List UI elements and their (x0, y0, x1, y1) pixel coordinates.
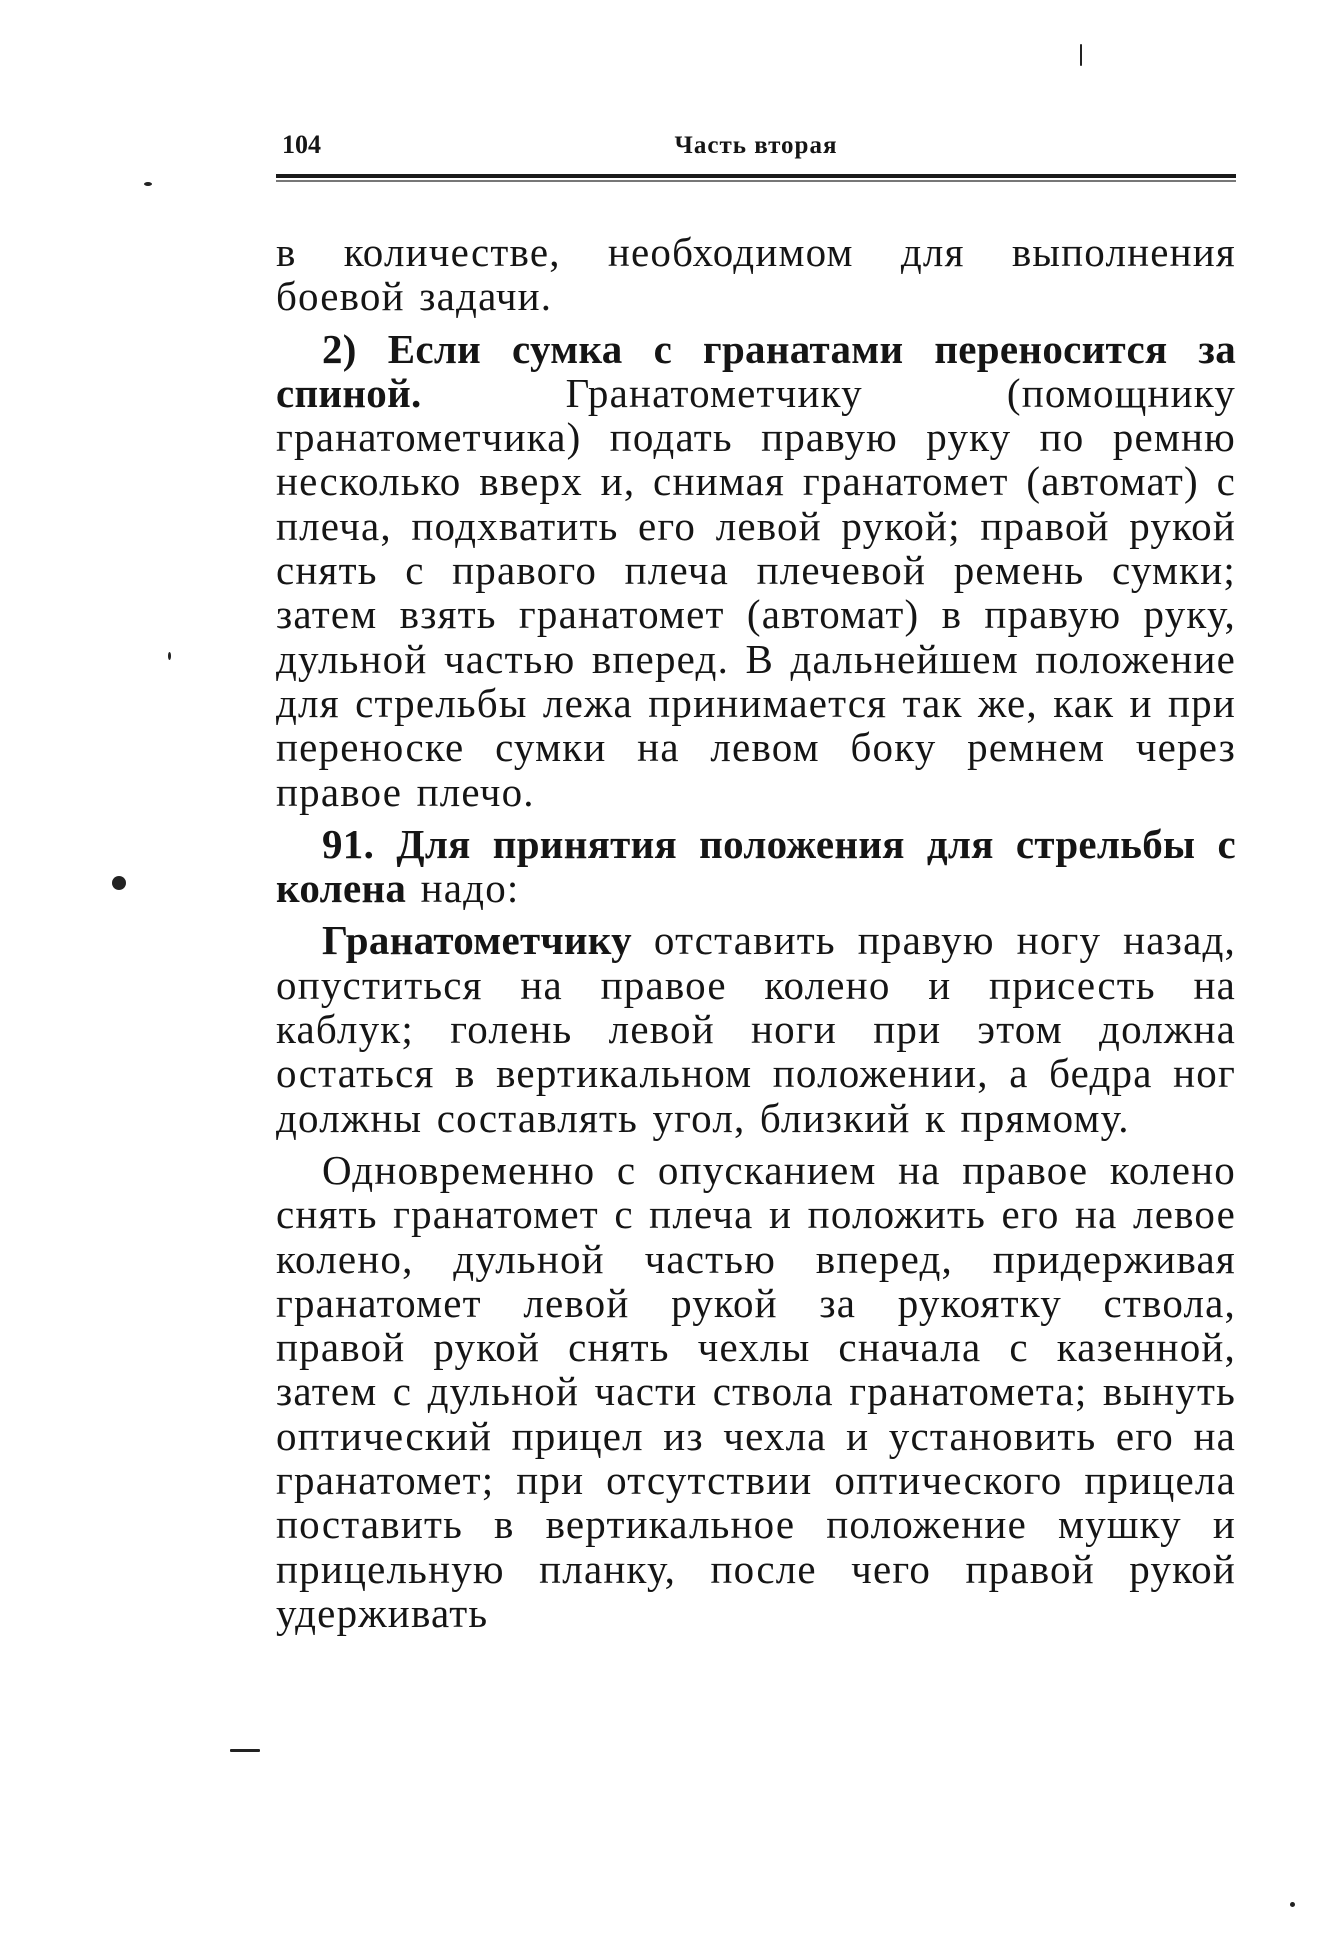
paragraph-heading: 2) Если сумка с гранатами переносится за спиной. (276, 325, 1236, 416)
book-page (276, 120, 1236, 1643)
paragraph-text: надо: (406, 865, 520, 912)
paragraph-text: в количестве, необходимом для выполнения боевой задачи. (276, 229, 1236, 320)
paragraph-text: отставить правую ногу назад, опуститься на правое колено и присесть на каблук; голень левой ноги при этом должна остаться в вертикальном положении, а бедра ног должны составлять угол, близкий к прямому. (276, 917, 1236, 1141)
scan-speck (1080, 44, 1082, 66)
running-title: Часть вторая (674, 132, 838, 159)
scan-speck (230, 1749, 260, 1752)
paragraph-continuation (276, 230, 1236, 319)
paragraph-text: Одновременно с опусканием на правое колено снять гранатомет с плеча и положить его на левое колено, дульной частью вперед, придерживая гранатомет левой рукой за рукоятку ствола, правой рукой снять чехлы сначала с казенной, затем с дульной части ствола гранатомета; вынуть оптический прицел из чехла и установить его на гранатомет; при отсутствии оптического прицела поставить в вертикальное положение мушку и прицельную планку, после чего правой рукой удерживать (276, 1146, 1236, 1636)
paragraph-simultaneously (276, 1148, 1236, 1635)
scan-speck (144, 182, 152, 186)
scan-speck (168, 652, 171, 660)
scan-speck (112, 876, 126, 890)
paragraph-text: Гранатометчику (помощнику гранатометчика) подать правую руку по ремню несколько вверх и, снимая гранатомет (автомат) с плеча, подхватить его левой рукой; правой рукой снять с правого плеча плечевой ремень сумки; затем взять гранатомет (автомат) в правую руку, дульной частью вперед. В дальнейшем положение для стрельбы лежа принимается так же, как и при переноске сумки на левом боку ремнем через правое плечо. (276, 369, 1236, 815)
paragraph-grenadier (276, 918, 1236, 1139)
paragraph-bag-behind-back (276, 327, 1236, 814)
body-text (276, 230, 1236, 1635)
page-number: 104 (282, 130, 321, 159)
scan-speck (1290, 1902, 1295, 1907)
paragraph-heading: Гранатометчику (322, 917, 632, 964)
paragraph-section-91 (276, 822, 1236, 911)
section-heading: 91. Для принятия положения для стрельбы с колена (276, 820, 1236, 912)
page-header (276, 120, 1236, 178)
